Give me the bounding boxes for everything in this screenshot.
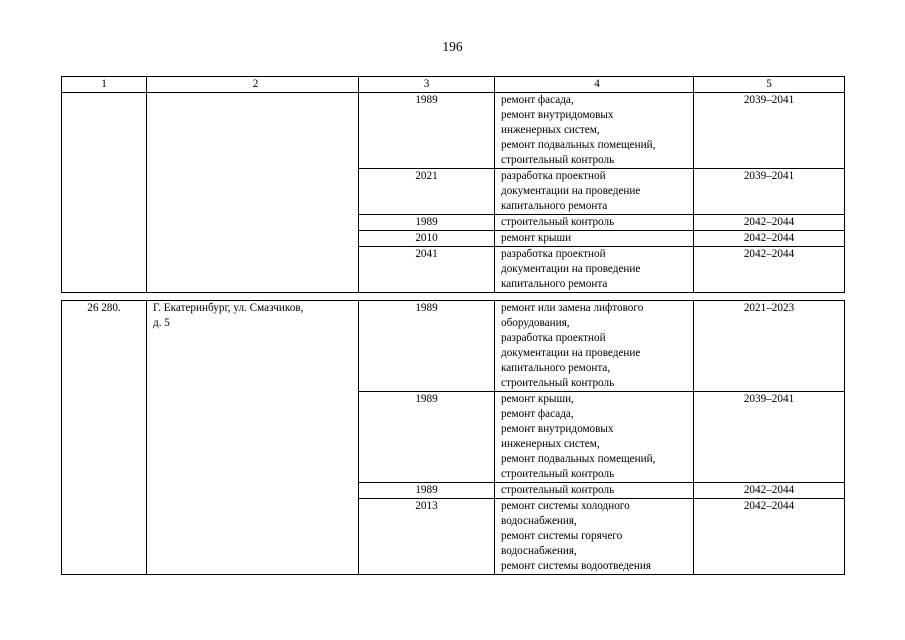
column-number-header: 2 — [147, 77, 359, 93]
period-cell: 2042–2044 — [694, 215, 845, 231]
period-cell: 2042–2044 — [694, 483, 845, 499]
year-cell: 2041 — [359, 247, 495, 293]
address-cell — [147, 93, 359, 293]
table-row — [62, 93, 845, 169]
works-cell — [495, 392, 694, 483]
address-cell — [147, 301, 359, 575]
works-cell — [495, 247, 694, 293]
column-number-header: 5 — [694, 77, 845, 93]
period-cell: 2039–2041 — [694, 93, 845, 169]
table-header-row — [62, 77, 845, 93]
work-item: ремонт крыши, — [501, 393, 574, 405]
period-cell: 2042–2044 — [694, 231, 845, 247]
column-number-header: 3 — [359, 77, 495, 93]
work-item: строительный контроль — [501, 484, 615, 496]
works-cell — [495, 499, 694, 575]
year-cell: 2013 — [359, 499, 495, 575]
work-item: ремонт подвальных помещений, — [501, 139, 656, 151]
year-cell: 1989 — [359, 301, 495, 392]
work-item: документации на проведение — [501, 347, 641, 359]
work-item: капитального ремонта — [501, 200, 608, 212]
work-item: ремонт фасада, — [501, 408, 574, 420]
work-item: водоснабжения, — [501, 515, 577, 527]
work-item: инженерных систем, — [501, 438, 600, 450]
works-cell — [495, 483, 694, 499]
entry-number-cell — [62, 93, 147, 293]
work-item: оборудования, — [501, 317, 570, 329]
work-item: капитального ремонта, — [501, 362, 611, 374]
work-item: строительный контроль — [501, 154, 615, 166]
year-cell: 1989 — [359, 392, 495, 483]
work-item: водоснабжения, — [501, 545, 577, 557]
address-line: д. 5 — [153, 317, 170, 329]
work-item: ремонт крыши — [501, 232, 572, 244]
work-item: капитального ремонта — [501, 278, 608, 290]
column-number-header: 4 — [495, 77, 694, 93]
page-number: 196 — [442, 39, 463, 54]
table-block-entry — [61, 300, 844, 575]
year-cell: 1989 — [359, 93, 495, 169]
work-item: разработка проектной — [501, 332, 606, 344]
work-item: ремонт или замена лифтового — [501, 302, 644, 314]
table-block-continuation — [61, 76, 844, 293]
works-cell — [495, 301, 694, 392]
work-item: ремонт системы водоотведения — [501, 560, 651, 572]
work-item: строительный контроль — [501, 468, 615, 480]
works-cell — [495, 231, 694, 247]
works-cell — [495, 169, 694, 215]
year-cell: 1989 — [359, 215, 495, 231]
works-table-continuation — [61, 76, 845, 293]
works-cell — [495, 215, 694, 231]
year-cell: 2021 — [359, 169, 495, 215]
period-cell: 2042–2044 — [694, 499, 845, 575]
work-item: разработка проектной — [501, 170, 606, 182]
year-cell: 1989 — [359, 483, 495, 499]
work-item: разработка проектной — [501, 248, 606, 260]
works-cell — [495, 93, 694, 169]
work-item: ремонт внутридомовых — [501, 423, 614, 435]
address-line: Г. Екатеринбург, ул. Смазчиков, — [153, 302, 304, 314]
period-cell: 2039–2041 — [694, 392, 845, 483]
work-item: документации на проведение — [501, 263, 641, 275]
work-item: ремонт подвальных помещений, — [501, 453, 656, 465]
work-item: инженерных систем, — [501, 124, 600, 136]
work-item: ремонт системы горячего — [501, 530, 623, 542]
table-row — [62, 301, 845, 392]
work-item: документации на проведение — [501, 185, 641, 197]
work-item: ремонт внутридомовых — [501, 109, 614, 121]
period-cell: 2042–2044 — [694, 247, 845, 293]
work-item: строительный контроль — [501, 377, 615, 389]
column-number-header: 1 — [62, 77, 147, 93]
works-table-entry — [61, 300, 845, 575]
work-item: строительный контроль — [501, 216, 615, 228]
work-item: ремонт системы холодного — [501, 500, 630, 512]
year-cell: 2010 — [359, 231, 495, 247]
period-cell: 2039–2041 — [694, 169, 845, 215]
period-cell: 2021–2023 — [694, 301, 845, 392]
entry-number-cell: 26 280. — [62, 301, 147, 575]
work-item: ремонт фасада, — [501, 94, 574, 106]
